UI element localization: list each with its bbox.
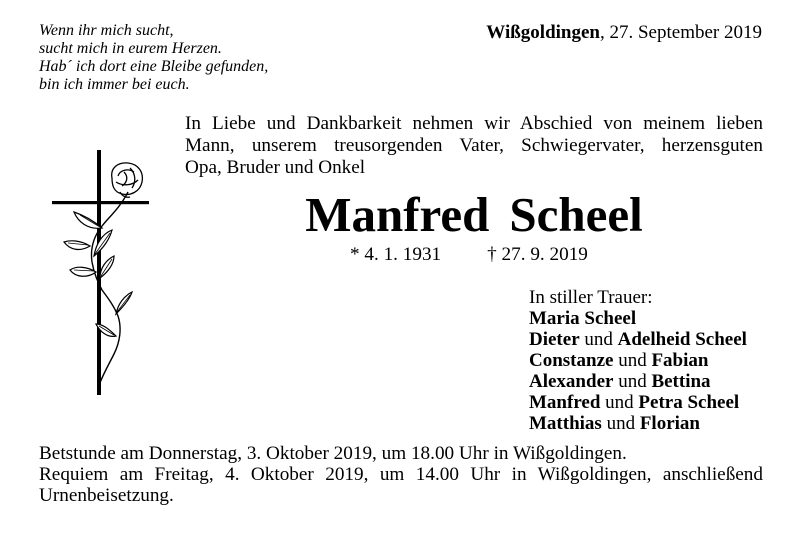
birth-date: * 4. 1. 1931: [350, 244, 442, 265]
service-line-3: Urnenbeisetzung.: [39, 485, 174, 506]
poem: [39, 22, 268, 94]
death-date: † 27. 9. 2019: [487, 244, 588, 265]
mourner-name: Maria Scheel: [529, 308, 637, 329]
conjunction: und: [613, 350, 652, 371]
poem-line-1: Wenn ihr mich sucht,: [39, 22, 174, 39]
mourner-name: Adelheid Scheel: [617, 329, 747, 350]
mourner-name: Petra Scheel: [638, 392, 740, 413]
conjunction: und: [600, 392, 639, 413]
intro-text: [185, 113, 763, 179]
mourner-name: Dieter: [529, 329, 580, 350]
mourners-heading: In stiller Trauer:: [529, 287, 653, 308]
mourner-name: Florian: [639, 413, 700, 434]
mourners-list: [529, 287, 747, 434]
conjunction: und: [579, 329, 618, 350]
mourner-line: [529, 350, 747, 371]
mourner-name: Alexander: [529, 371, 614, 392]
dateline-date: , 27. September 2019: [599, 22, 762, 43]
cross-with-rose-icon: [50, 148, 160, 398]
deceased-last-name: Scheel: [509, 187, 643, 242]
mourner-name: Fabian: [651, 350, 709, 371]
service-line-1: Betstunde am Donnerstag, 3. Oktober 2019, um 18.00 Uhr in Wißgoldingen.: [39, 443, 627, 464]
mourner-name: Manfred: [529, 392, 601, 413]
mourner-line: [529, 329, 747, 350]
poem-line-4: bin ich immer bei euch.: [39, 76, 190, 93]
deceased-first-name: Manfred: [305, 187, 490, 242]
service-line-2: Requiem am Freitag, 4. Oktober 2019, um 14.00 Uhr in Wißgoldingen, anschließend: [39, 464, 763, 485]
life-dates: [350, 244, 588, 266]
poem-line-3: Hab´ ich dort eine Bleibe gefunden,: [39, 58, 269, 75]
deceased-name: [185, 186, 763, 244]
intro-line-2: Mann, unserem treusorgenden Vater, Schwiegervater, herzensguten: [185, 135, 763, 156]
service-info: [39, 443, 763, 506]
mourner-line: [529, 392, 747, 413]
mourner-line: [529, 371, 747, 392]
conjunction: und: [613, 371, 652, 392]
poem-line-2: sucht mich in eurem Herzen.: [39, 40, 222, 57]
intro-line-1: In Liebe und Dankbarkeit nehmen wir Abschied von meinem lieben: [185, 113, 763, 134]
mourner-name: Constanze: [529, 350, 614, 371]
mourner-line: [529, 308, 747, 329]
conjunction: und: [601, 413, 640, 434]
mourner-line: [529, 413, 747, 434]
mourner-name: Matthias: [529, 413, 602, 434]
mourner-name: Bettina: [651, 371, 711, 392]
dateline-place: Wißgoldingen: [486, 22, 600, 43]
intro-line-3: Opa, Bruder und Onkel: [185, 157, 366, 178]
dateline: [486, 22, 762, 44]
